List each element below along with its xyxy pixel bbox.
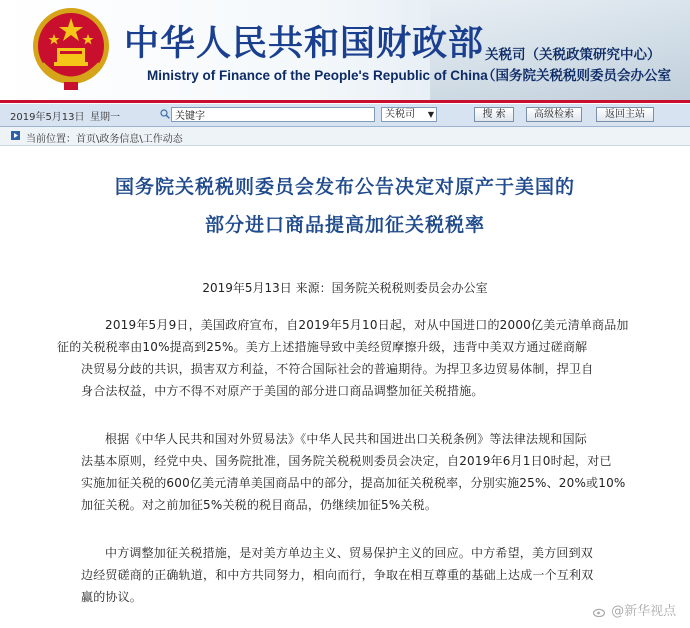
- current-date: 2019年5月13日: [10, 112, 85, 123]
- search-icon: [160, 109, 170, 119]
- weibo-icon: [593, 606, 607, 617]
- paragraph-line: 赢的协议。: [81, 590, 143, 604]
- paragraph-line: 边经贸磋商的正确轨道，和中方共同努力，相向而行，争取在相互尊重的基础上达成一个互利双: [81, 568, 594, 582]
- national-emblem-icon: [30, 4, 112, 94]
- header-divider: [0, 100, 690, 103]
- search-toolbar: [0, 104, 690, 127]
- search-scope-value: 关税司: [385, 109, 415, 120]
- article-paragraph-3: [81, 542, 681, 608]
- breadcrumb-text: [26, 130, 183, 145]
- site-title-english: Ministry of Finance of the People's Republic of China: [147, 68, 488, 83]
- breadcrumb: [0, 127, 690, 146]
- paragraph-line: 加征关税。对之前加征5%关税的税目商品，仍继续加征5%关税。: [81, 498, 438, 512]
- current-weekday: 星期一: [90, 112, 120, 123]
- breadcrumb-path[interactable]: 首页\政务信息\工作动态: [76, 134, 183, 145]
- watermark-text: @新华视点: [611, 604, 677, 619]
- paragraph-line: 实施加征关税的600亿美元清单美国商品中的部分，提高加征关税税率，分别实施25%、20%或10%: [81, 476, 626, 490]
- location-marker-icon: [11, 131, 20, 140]
- paragraph-line: 中方调整加征关税措施，是对美方单边主义、贸易保护主义的回应。中方希望，美方回到双: [105, 546, 594, 560]
- article-paragraph-2: [81, 428, 681, 516]
- paragraph-line: 法基本原则，经党中央、国务院批准，国务院关税税则委员会决定，自2019年6月1日0时起，对已: [81, 454, 612, 468]
- article-paragraph-1: [57, 314, 681, 402]
- search-input[interactable]: [171, 107, 375, 122]
- paragraph-line: 决贸易分歧的共识，损害双方利益，不符合国际社会的普遍期待。为捍卫多边贸易体制，捍卫自: [81, 362, 594, 376]
- department-subtitle: （国务院关税税则委员会办公室: [482, 68, 671, 84]
- department-name: 关税司（关税政策研究中心）: [485, 47, 661, 63]
- return-home-button[interactable]: 返回主站: [596, 107, 654, 122]
- paragraph-line: 征的关税税率由10%提高到25%。美方上述措施导致中美经贸摩擦升级，违背中美双方通过磋商解: [57, 340, 588, 354]
- paragraph-line: 身合法权益，中方不得不对原产于美国的部分进口商品调整加征关税措施。: [81, 384, 484, 398]
- article-title-line-1: 国务院关税税则委员会发布公告决定对原产于美国的: [114, 176, 575, 198]
- header-banner: [0, 0, 690, 100]
- article-title-line-2: 部分进口商品提高加征关税税率: [204, 214, 485, 236]
- paragraph-line: 根据《中华人民共和国对外贸易法》《中华人民共和国进出口关税条例》等法律法规和国际: [105, 432, 588, 446]
- breadcrumb-label: 当前位置：: [26, 134, 76, 145]
- search-scope-select[interactable]: [381, 107, 437, 122]
- advanced-search-button[interactable]: 高级检索: [526, 107, 582, 122]
- watermark: [593, 600, 676, 619]
- search-button[interactable]: 搜 索: [474, 107, 514, 122]
- article-meta: 2019年5月13日 来源：国务院关税税则委员会办公室: [202, 281, 488, 295]
- chevron-down-icon: ▼: [427, 110, 434, 119]
- paragraph-line: 2019年5月9日，美国政府宣布，自2019年5月10日起，对从中国进口的2000亿美元清单商品加: [105, 318, 629, 332]
- site-title: 中华人民共和国财政部: [124, 23, 485, 64]
